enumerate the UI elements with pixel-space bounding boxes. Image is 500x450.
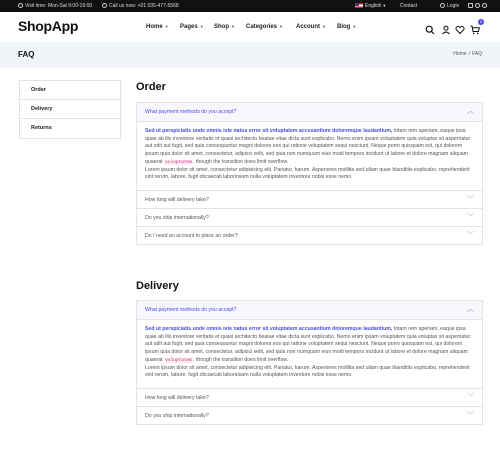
answer-text: totam rem aperiam, eaque ipsa quae ab illo inventore veritatis et quasi architecto beatae vitae dicta sunt explicabo. Nemo enim ipsam voluptatem quia voluptas sit aspernatur aut odit aut fugit, sed quia consequuntur magni dolores eos qui ratione voluptatem sequi nesciunt. Neque porro quisquam est, qui dolorem ipsum quia dolor sit amet, consectetur, adipisci velit, sed quia non numquam eius modi tempora incidunt ut labore et dolore magnam aliquam quaerat <box>145 326 471 363</box>
call-info <box>102 0 179 12</box>
chevron-down-icon: ▼ <box>279 24 283 29</box>
answer-lead: Sed ut perspiciatis unde omnis iste natus error sit voluptatem accusantium doloremque laudantium, <box>145 128 393 134</box>
accordion-order <box>136 102 483 245</box>
visit-time <box>18 0 92 12</box>
answer-paragraph: Lorem ipsum dolor sit amet, consectetur adipisicing elit. Pariatur, harum. Asperiores mollitia sed ullam quae blanditiis explicabo, reprehenderit sint rerum, labore, fugit obcaecati laboriosam nulla voluptatem inventore nobis esse nemo. <box>145 364 470 379</box>
faq-question-open[interactable] <box>137 103 482 121</box>
faq-question-text: Do you ship internationally? <box>145 412 209 419</box>
chevron-down-icon: ﹀ <box>467 213 474 221</box>
main-header <box>0 12 500 42</box>
nav-shop-label: Shop <box>214 24 229 30</box>
chevron-down-icon: ▼ <box>231 24 235 29</box>
accordion-delivery <box>136 300 483 425</box>
nav-blog-label: Blog <box>337 24 351 30</box>
nav-categories-label: Categories <box>246 24 278 30</box>
answer-paragraph: Lorem ipsum dolor sit amet, consectetur adipisicing elit. Pariatur, harum. Asperiores mollitia sed ullam quae blanditiis explicabo, reprehenderit sint rerum, labore, fugit obcaecati laboriosam nulla voluptatem inventore nobis esse nemo. <box>145 166 470 181</box>
chevron-down-icon: ▼ <box>352 24 357 29</box>
chevron-down-icon: ▼ <box>382 3 387 8</box>
sidebar-item-delivery[interactable]: Delivery <box>20 100 120 119</box>
faq-question[interactable] <box>137 208 482 226</box>
chevron-up-icon: ︿ <box>467 108 474 115</box>
chevron-down-icon: ﹀ <box>467 393 474 401</box>
sidebar-item-order[interactable]: Order <box>20 81 120 100</box>
chevron-down-icon: ▼ <box>199 24 204 29</box>
facebook-icon[interactable] <box>468 3 473 8</box>
faq-question-text: How long will delivery take? <box>145 196 209 203</box>
faq-question-text: How long will delivery take? <box>145 394 209 401</box>
breadcrumb-home[interactable]: Home <box>453 51 467 57</box>
chevron-down-icon: ﹀ <box>467 411 474 419</box>
answer-text-end: . though the transition does limit overflow. <box>193 356 289 363</box>
social-links <box>468 0 489 12</box>
nav-pages-label: Pages <box>180 24 198 30</box>
chevron-down-icon: ﹀ <box>467 195 474 203</box>
nav-account[interactable] <box>296 12 326 42</box>
search-icon[interactable] <box>425 22 435 32</box>
answer-text: totam rem aperiam, eaque ipsa quae ab illo inventore veritatis et quasi architecto beatae vitae dicta sunt explicabo. Nemo enim ipsam voluptatem quia voluptas sit aspernatur aut odit aut fugit, sed quia consequuntur magni dolores eos qui ratione voluptatem sequi nesciunt. Neque porro quisquam est, qui dolorem ipsum quia dolor sit amet, consectetur, adipisci velit, sed quia non numquam eius modi tempora incidunt ut labore et dolore magnam aliquam quaerat <box>145 128 471 165</box>
nav-home-label: Home <box>146 24 163 30</box>
nav-shop[interactable] <box>214 12 235 42</box>
us-flag-icon <box>355 3 363 8</box>
language-select[interactable] <box>355 0 386 12</box>
language-label: English <box>365 3 382 9</box>
login-label: Login <box>447 3 460 9</box>
call-text: Call us now: +01 035-477-5568 <box>109 3 179 9</box>
breadcrumb <box>453 51 482 57</box>
nav-blog[interactable] <box>337 12 356 42</box>
login-link[interactable] <box>440 0 459 12</box>
contact-link[interactable]: Contact <box>400 3 418 9</box>
nav-categories[interactable] <box>246 12 283 42</box>
faq-question-text: What payment methods do you accept? <box>145 307 237 313</box>
answer-lead: Sed ut perspiciatis unde omnis iste natus error sit voluptatem accusantium doloremque laudantium, <box>145 326 393 332</box>
faq-answer <box>137 121 482 190</box>
top-bar <box>0 0 500 12</box>
sidebar-item-returns[interactable]: Returns <box>31 125 52 131</box>
nav-home[interactable] <box>146 12 169 42</box>
page-title-band <box>0 42 500 68</box>
heart-icon[interactable] <box>455 22 465 32</box>
chevron-down-icon: ▼ <box>322 24 326 29</box>
chevron-up-icon: ︿ <box>467 306 474 313</box>
answer-text-end: . though the transition does limit overflow. <box>193 158 289 165</box>
answer-code: voluptatem <box>165 159 193 165</box>
faq-question[interactable] <box>137 190 482 208</box>
faq-question-open[interactable] <box>137 301 482 319</box>
nav-pages[interactable] <box>180 12 204 42</box>
chevron-down-icon: ▼ <box>164 24 169 29</box>
user-icon <box>440 3 445 8</box>
breadcrumb-current: FAQ <box>471 51 482 57</box>
logo[interactable]: ShopApp <box>18 18 79 34</box>
account-icon[interactable] <box>441 22 451 32</box>
twitter-icon[interactable] <box>482 3 487 8</box>
breadcrumb-separator: / <box>468 51 470 57</box>
faq-answer <box>137 319 482 388</box>
section-title-order: Order <box>136 81 166 93</box>
faq-sidebar <box>19 80 121 139</box>
faq-question[interactable] <box>137 406 482 424</box>
cart-count-badge: 0 <box>479 19 483 24</box>
faq-question-text: Do you ship internationally? <box>145 214 209 221</box>
section-title-delivery: Delivery <box>136 280 179 292</box>
instagram-icon[interactable] <box>475 3 480 8</box>
faq-question-text: What payment methods do you accept? <box>145 109 237 115</box>
visit-time-text: Visit time: Mon-Sat 9:00-19:00 <box>25 3 93 9</box>
page-title: FAQ <box>18 50 35 59</box>
clock-icon <box>18 3 23 8</box>
faq-question[interactable] <box>137 226 482 244</box>
chevron-down-icon: ﹀ <box>467 231 474 239</box>
nav-account-label: Account <box>296 24 320 30</box>
faq-question[interactable] <box>137 388 482 406</box>
faq-question-text: Do I need an account to place an order? <box>145 232 238 239</box>
phone-icon <box>102 3 107 8</box>
answer-code: voluptatem <box>165 357 193 363</box>
cart-icon[interactable] <box>470 19 483 32</box>
